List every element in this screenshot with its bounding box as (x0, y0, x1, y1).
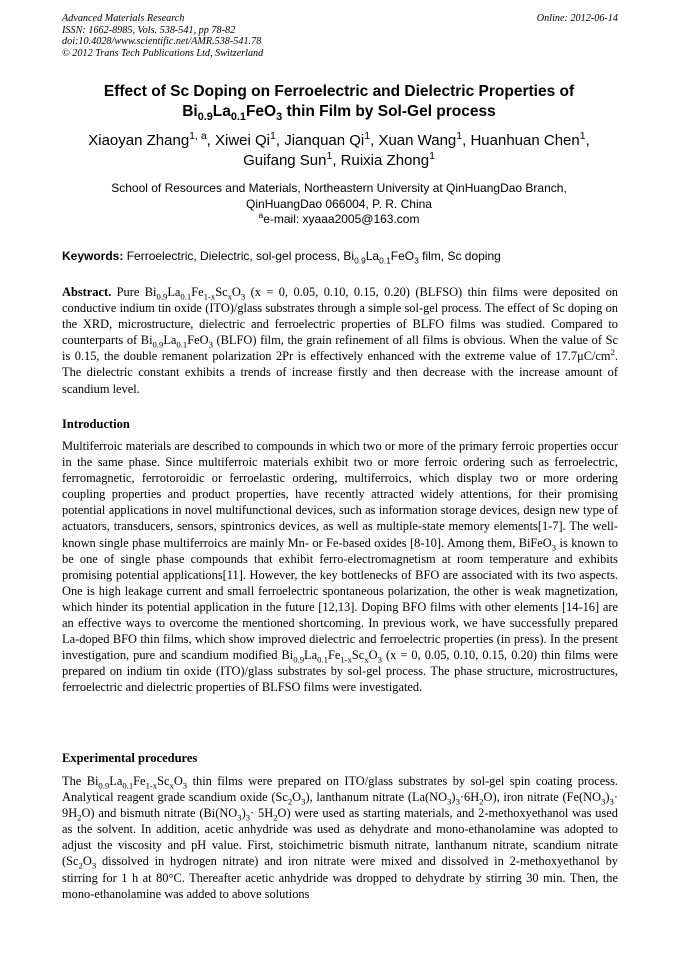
formula-sub: 0.9 (354, 255, 366, 266)
author-name: , Ruixia Zhong (332, 152, 430, 169)
introduction-body (62, 438, 618, 696)
intro-text: Multiferroic materials are described to compounds in which two or more of the primary ferroic properties occur in the same phase. Since multiferroic materials exhibit two or more ferroic ordering such as ferroelectric, ferromagnetic, ferrotoroidic or ferroelastic ordering, multiferroics, which display two or more ordering coupling properties and product properties, have recently attracted widely attentions, for their promising potential applications in novel multifunctional devices, such as information storage devices, design new type of actuators, transducers, sensors, spintronics devices, as well as multiple-state memory elements[1-7]. The well-known single phase multiferroics are mainly Mn- or Fe-based oxides [8-10]. Among them, BiFeO (62, 439, 618, 550)
formula-sub: 3 (377, 654, 382, 665)
formula-sub: 3 (414, 255, 419, 266)
introduction-heading: Introduction (62, 417, 130, 431)
abstract-text: . The dielectric constant exhibits a trends of increase firstly and then decrease with the increase amount of scandium level. (62, 349, 618, 396)
exp-text: The Bi (62, 774, 99, 788)
formula-sub: 0.9 (152, 339, 164, 350)
affiliation-line-2: QinHuangDao 066004, P. R. China (246, 197, 432, 211)
author-affil-mark: 1 (456, 130, 463, 142)
paper-title (40, 82, 638, 122)
abstract-text: Sc (215, 285, 228, 299)
formula-sub: x (364, 654, 369, 665)
exp-text: Fe (133, 774, 146, 788)
formula-sub: 1-x (340, 654, 352, 665)
exp-text: ) (241, 806, 246, 821)
formula-sub: 3 (276, 111, 283, 124)
keywords (62, 248, 618, 264)
exp-text: O (292, 790, 302, 805)
exp-text: ·6H (459, 790, 480, 805)
abstract-text: (BLFO) film, the grain refinement of all films is obvious. When the value of Sc is 0.15, the double remanent polarization 2Pr is effectively enhanced with the extreme value of 17.7μC/cm (62, 333, 618, 364)
exp-text: ) (451, 790, 456, 805)
affiliation (40, 180, 638, 212)
author-email[interactable] (40, 211, 638, 227)
abstract-text: La (163, 333, 177, 348)
formula-sub: 0.1 (230, 111, 246, 124)
abstract-label: Abstract. (62, 285, 112, 299)
affiliation-line-1: School of Resources and Materials, Northeastern University at QinHuangDao Branch, (111, 181, 567, 195)
author-name: , Xiwei Qi (206, 132, 271, 149)
formula-sub: 3 (609, 796, 614, 807)
formula-sub: 0.1 (122, 780, 134, 791)
author-list (40, 131, 638, 171)
keywords-label: Keywords: (62, 249, 124, 263)
formula-sub: 2 (273, 812, 278, 823)
exp-text: O), iron nitrate (Fe(NO (483, 790, 602, 805)
keywords-text: FeO (390, 249, 415, 263)
abstract-text: O (231, 285, 241, 299)
email-text: e-mail: xyaaa2005@163.com (263, 212, 420, 226)
journal-name: Advanced Materials Research (62, 13, 185, 24)
formula-sub: 0.9 (197, 111, 213, 124)
formula-sub: 0.9 (98, 780, 110, 791)
formula-sub: 3 (208, 339, 213, 350)
title-line-1: Effect of Sc Doping on Ferroelectric and Dielectric Properties of (103, 83, 575, 100)
formula-sub: x (227, 291, 232, 302)
formula-sub: 3 (240, 291, 246, 302)
email-mark: a (258, 210, 264, 220)
abstract-text: (x = 0, 0.05, 0.10, 0.15, 0.20) (BLFSO) thin films were deposited on conductive indium tin oxide (ITO)/glass substrates through a simple sol-gel process. The effect of Sc doping on the XRD, microstructure, dielectric and ferroelectric properties of BLFO films was studied. Compared to counterparts of Bi (62, 285, 618, 348)
formula-sub: 3 (601, 796, 606, 807)
exp-text: dissolved in hydrogen nitrate) and iron nitrate were mixed and dissolved in 2-methoxyethanol by stirring for 1 h at 80°C. Thereafter acetic anhydride was dropped to dehydrate by stirring 30 min. Then, the mono-ethanolamine was added to above solutions (62, 854, 618, 901)
author-affil-mark: 1 (326, 150, 333, 162)
formula-sub: 2 (479, 796, 484, 807)
issn-line: ISSN: 1662-8985, Vols. 538-541, pp 78-82 (62, 24, 236, 36)
formula-sub: x (169, 780, 174, 791)
formula-sub: 3 (91, 860, 97, 871)
author-affil-mark: 1 (270, 130, 276, 142)
author-name: , Jianquan Qi (275, 132, 365, 149)
formula-sub: 2 (78, 860, 83, 871)
keywords-text: film, Sc doping (418, 249, 501, 263)
abstract-text: La (167, 285, 181, 299)
formula-sub: 0.9 (293, 654, 305, 665)
exp-text: O) were used as starting materials, and 2-methoxyethanol was used as the solvent. In addition, acetic anhydride was used as dehydrate and mono-ethanolamine was adopted to adjust the viscosity and pH value. First, stoichimetric bismuth nitrate, lanthanum nitrate, scandium nitrate (Sc (62, 806, 618, 869)
exp-text: O (173, 774, 183, 788)
exp-text: · 5H (250, 806, 274, 821)
unit-sup: 2 (610, 347, 615, 358)
exp-text: ) (605, 790, 610, 805)
formula-sub: 0.1 (317, 654, 328, 665)
title-line-2 (40, 102, 638, 122)
intro-text: (x = 0, 0.05, 0.10, 0.15, 0.20) thin films were prepared on indium tin oxide (ITO)/glass substrates by sol-gel process. The phase structure, microstructures, ferroelectric and dielectric properties of BLFSO films were investigated. (62, 648, 618, 695)
experimental-heading: Experimental procedures (62, 751, 198, 765)
exp-text: Sc (157, 774, 170, 788)
keywords-text: Ferroelectric, Dielectric, sol-gel process, Bi (123, 249, 355, 263)
abstract-text: Fe (191, 285, 204, 299)
formula-sub: 0.1 (176, 339, 188, 350)
formula-sub: 3 (455, 796, 460, 807)
formula-part: FeO (245, 103, 277, 120)
formula-sub: 3 (301, 796, 306, 807)
formula-sub: 0.1 (180, 291, 192, 302)
formula-sub: 3 (551, 542, 557, 553)
formula-sub: 2 (77, 812, 82, 823)
author-affil-mark: 1, a (189, 130, 207, 142)
formula-sub: 0.1 (379, 255, 391, 266)
intro-text: La (304, 648, 318, 663)
formula-sub: 1-x (203, 291, 216, 302)
journal-header (62, 13, 618, 59)
formula-sub: 0.9 (156, 291, 168, 302)
formula-sub: 2 (287, 796, 293, 807)
doi-line[interactable]: doi:10.4028/www.scientific.net/AMR.538-541.78 (62, 36, 262, 48)
exp-text: O) and bismuth nitrate (Bi(NO (81, 806, 238, 821)
experimental-body (62, 773, 618, 902)
online-date: Online: 2012-06-14 (536, 13, 618, 24)
formula-sub: 3 (182, 780, 188, 791)
author-name: , Huanhuan Chen (462, 132, 580, 149)
abstract-text: Pure Bi (111, 285, 157, 299)
author-name: Guifang Sun (243, 152, 327, 169)
copyright-line: © 2012 Trans Tech Publications Ltd, Switzerland (62, 47, 264, 59)
formula-sub: 3 (447, 796, 452, 807)
intro-text: Fe (327, 648, 341, 663)
abstract-text: FeO (187, 333, 209, 348)
formula-part: La (212, 103, 231, 120)
exp-text: O (82, 854, 92, 869)
formula-sub: 3 (237, 812, 242, 823)
author-affil-mark: 1 (579, 130, 586, 142)
keywords-text: La (365, 249, 380, 263)
intro-text: Sc (351, 648, 365, 663)
author-affil-mark: 1 (429, 150, 435, 162)
exp-text: ), lanthanum nitrate (La(NO (305, 790, 448, 805)
abstract (62, 284, 618, 397)
intro-text: O (368, 648, 378, 663)
exp-text: · 9H (62, 790, 618, 821)
formula-sub: 3 (245, 812, 251, 823)
author-name: Xiaoyan Zhang (88, 132, 190, 149)
author-affil-mark: 1 (364, 130, 371, 142)
formula-part: Bi (182, 103, 198, 120)
intro-text: is known to be one of single phase compounds that exhibit ferro-electromagnetism at room temperature and exhibits promising potential applications[11]. However, the key bottlenecks of BFO are associated with its two aspects. One is high leakage current and small ferroelectric spontaneous polarization, the other is weak magnetization, which hinder its potential application in the future [12,13]. Doping BFO films with other elements [14-16] are an effective ways to overcome the mentioned shortcoming. In previous work, we have successfully prepared La-doped BFO thin films, which show improved dielectric and ferroelectric properties (in press). In the present investigation, pure and scandium modified Bi (62, 535, 618, 663)
author-separator: , (585, 132, 590, 149)
exp-text: thin films were prepared on ITO/glass substrates by sol-gel spin coating process. Analytical reagent grade scandium oxide (Sc (62, 774, 618, 805)
author-name: , Xuan Wang (370, 132, 457, 149)
author-line-1 (40, 131, 638, 151)
title-rest: thin Film by Sol-Gel process (282, 103, 496, 120)
author-line-2 (40, 151, 638, 171)
formula-sub: 1-x (145, 780, 158, 791)
exp-text: La (109, 774, 123, 788)
